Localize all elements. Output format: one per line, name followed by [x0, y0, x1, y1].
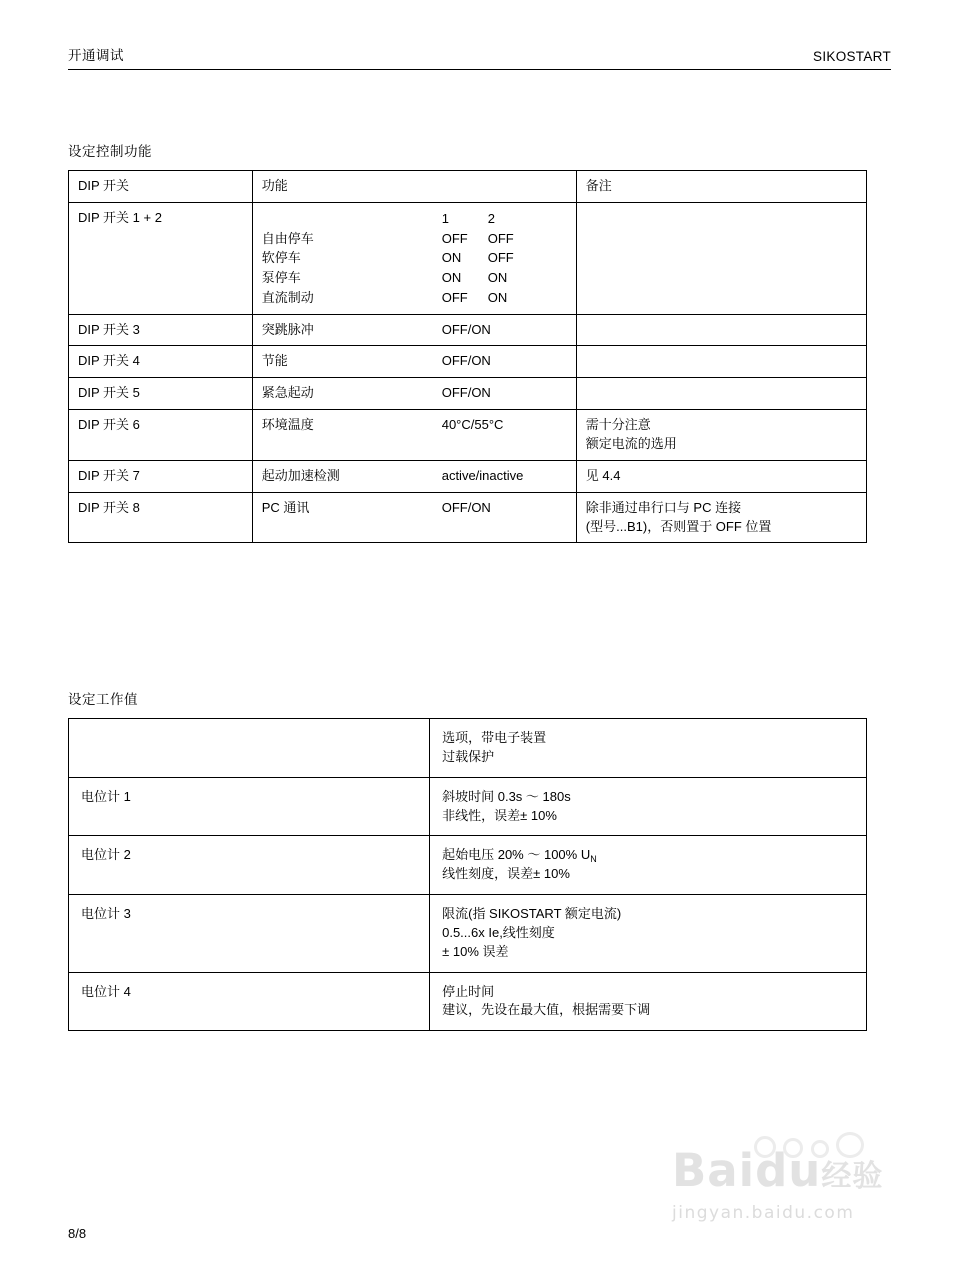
- header-chapter-title: 开通调试: [68, 48, 124, 63]
- pot-2-desc-line1: [442, 846, 854, 865]
- mode-dc-brake-sw2: ON: [487, 289, 508, 305]
- dip-function-3-value: OFF/ON: [441, 321, 491, 337]
- table-row: [69, 410, 867, 461]
- dip-remark-1-2: [576, 202, 866, 314]
- watermark-url: jingyan.baidu.com: [672, 1203, 855, 1223]
- table-row: [69, 346, 867, 378]
- pot-3-desc-line1: 限流(指 SIKOSTART 额定电流): [442, 906, 622, 922]
- dip-function-6-name: 环境温度: [261, 417, 314, 433]
- dip-function-8-value: OFF/ON: [441, 499, 491, 515]
- dip-function-6-value: 40°C/55°C: [441, 417, 504, 433]
- pot-2-desc-line1-text: 起始电压 20% ～ 100% U: [442, 847, 591, 863]
- mode-free-stop-sw1: OFF: [441, 230, 468, 246]
- mode-pump-stop-sw2: ON: [487, 270, 508, 286]
- pot-2-desc-subscript: N: [590, 854, 597, 865]
- dip-remark-6-line2: 额定电流的选用: [585, 435, 677, 451]
- watermark-brand-text: Baidu: [672, 1144, 822, 1197]
- dip-function-7-name: 起动加速检测: [261, 467, 340, 483]
- dip-remark-3: [576, 314, 866, 346]
- dip-function-8: [252, 492, 576, 543]
- pot-4-desc-line2: 建议，先设在最大值，根据需要下调: [442, 1002, 651, 1018]
- column-header-switch: DIP 开关: [69, 171, 253, 203]
- potentiometer-table: [68, 718, 867, 1031]
- pot-2-desc-line2: 线性刻度，误差± 10%: [442, 866, 570, 882]
- dip-switch-label-3: DIP 开关 3: [69, 314, 253, 346]
- dip-remark-4: [576, 346, 866, 378]
- table-row: [69, 777, 867, 836]
- table-row: [69, 972, 867, 1031]
- dip-switch-table: [68, 170, 867, 543]
- dip-function-4-name: 节能: [261, 353, 288, 369]
- pot-4-desc-line1: 停止时间: [442, 983, 495, 999]
- watermark-brand: [672, 1144, 942, 1197]
- watermark-paw-icon: [754, 1132, 867, 1163]
- pot-2-name: 电位计 2: [69, 836, 430, 895]
- mode-name-dc-brake: 直流制动: [261, 289, 314, 305]
- dip-function-4-value: OFF/ON: [441, 353, 491, 369]
- pot-header-name: [69, 719, 430, 778]
- pot-4-name: 电位计 4: [69, 972, 430, 1031]
- table-row: [69, 202, 867, 314]
- dip-switch-modes-cell: [252, 202, 576, 314]
- pot-1-desc-line1: 斜坡时间 0.3s ～ 180s: [442, 788, 571, 804]
- dip-function-7: [252, 460, 576, 492]
- header-product-name: SIKOSTART: [813, 49, 891, 64]
- pot-1-desc-line2: 非线性，误差± 10%: [442, 807, 557, 823]
- mode-soft-stop-sw2: OFF: [487, 250, 514, 266]
- dip-function-5: [252, 378, 576, 410]
- column-label-2: 2: [487, 210, 495, 226]
- page-number: 8/8: [68, 1226, 87, 1241]
- table-row: [69, 314, 867, 346]
- dip-remark-8-line2: (型号...B1)，否则置于 OFF 位置: [585, 518, 772, 534]
- dip-remark-8: [576, 492, 866, 543]
- page-header: [68, 44, 891, 70]
- dip-remark-8-line1: 除非通过串行口与 PC 连接: [585, 499, 742, 515]
- dip-remark-6: [576, 410, 866, 461]
- dip-remark-7: 见 4.4: [576, 460, 866, 492]
- dip-function-8-name: PC 通讯: [261, 499, 310, 515]
- dip-function-3: [252, 314, 576, 346]
- mode-dc-brake-sw1: OFF: [441, 289, 468, 305]
- section-caption-working-values: 设定工作值: [68, 692, 138, 707]
- mode-name-free-stop: 自由停车: [261, 230, 314, 246]
- pot-2-desc: [430, 836, 867, 895]
- table-row: [69, 460, 867, 492]
- mode-free-stop-sw2: OFF: [487, 230, 514, 246]
- pot-3-desc-line2: 0.5...6x Ie,线性刻度: [442, 924, 555, 940]
- pot-header-desc-line1: 选项，带电子装置: [442, 730, 547, 745]
- table-header-row: [69, 719, 867, 778]
- dip-switch-label-7: DIP 开关 7: [69, 460, 253, 492]
- dip-function-3-name: 突跳脉冲: [261, 321, 314, 337]
- watermark-brand-cn: 经验: [821, 1159, 884, 1194]
- table-row: [69, 492, 867, 543]
- column-header-remark: 备注: [576, 171, 866, 203]
- mode-name-soft-stop: 软停车: [261, 250, 301, 266]
- pot-header-desc: [430, 719, 867, 778]
- pot-3-desc: [430, 895, 867, 973]
- mode-name-pump-stop: 泵停车: [261, 270, 301, 286]
- pot-3-name: 电位计 3: [69, 895, 430, 973]
- dip-remark-5: [576, 378, 866, 410]
- column-header-function: 功能: [252, 171, 576, 203]
- baidu-watermark: [672, 1144, 942, 1244]
- table-row: [69, 895, 867, 973]
- pot-1-desc: [430, 777, 867, 836]
- table-row: [69, 836, 867, 895]
- table-row: [69, 378, 867, 410]
- column-label-1: 1: [441, 210, 449, 226]
- pot-4-desc: [430, 972, 867, 1031]
- dip-function-7-value: active/inactive: [441, 467, 524, 483]
- dip-switch-label-6: DIP 开关 6: [69, 410, 253, 461]
- dip-remark-6-line1: 需十分注意: [585, 417, 651, 433]
- dip-switch-label-4: DIP 开关 4: [69, 346, 253, 378]
- mode-header-blank: [262, 209, 442, 229]
- mode-pump-stop-sw1: ON: [441, 270, 462, 286]
- table-header-row: [69, 171, 867, 203]
- dip-switch-label-8: DIP 开关 8: [69, 492, 253, 543]
- pot-3-desc-line3: ± 10% 误差: [442, 943, 509, 959]
- dip-function-5-value: OFF/ON: [441, 385, 491, 401]
- dip-function-4: [252, 346, 576, 378]
- mode-soft-stop-sw1: ON: [441, 250, 462, 266]
- dip-switch-label-1-2: DIP 开关 1 + 2: [69, 202, 253, 314]
- dip-function-6: [252, 410, 576, 461]
- dip-function-5-name: 紧急起动: [261, 385, 314, 401]
- pot-1-name: 电位计 1: [69, 777, 430, 836]
- pot-header-desc-line2: 过载保护: [442, 748, 495, 764]
- dip-switch-label-5: DIP 开关 5: [69, 378, 253, 410]
- section-caption-control-functions: 设定控制功能: [68, 144, 152, 159]
